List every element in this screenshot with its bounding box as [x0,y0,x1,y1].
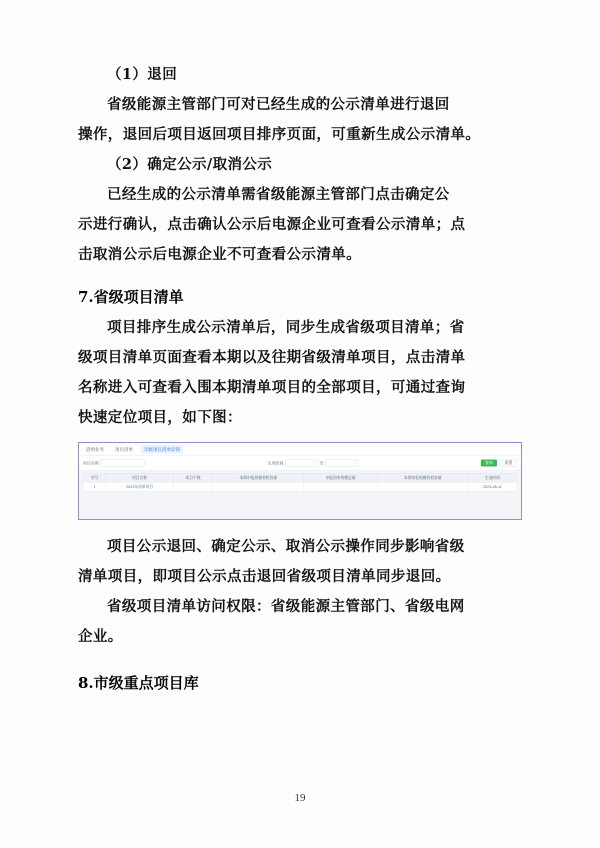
cell-scale3 [377,482,468,491]
cell-scale1 [213,482,304,491]
table-row[interactable] [83,482,517,491]
col-index: 序号 [83,473,106,482]
col-scale2: 申报国家规模总量 [304,473,378,482]
spacer [78,270,522,276]
block-10: 名称进入可查看入围本期清单项目的全部项目，可通过查询 [78,379,466,396]
tab-项目清单[interactable]: 项目清单 [115,447,134,452]
block-16: 企业。 [78,628,123,645]
col-scale1: 本期申报规模装机容量 [213,473,304,482]
block-1: 省级能源主管部门可对已经生成的公示清单进行退回 [107,96,450,113]
block-9: 级项目清单页面查看本期以及往期省级清单项目，点击清单 [78,349,466,366]
embedded-screenshot [78,442,522,520]
tab-省级项目清单详情[interactable]: 市级项目清单详情 [141,445,183,454]
search-button[interactable]: 查询 [481,460,497,467]
project-name-label: 项目名称 [83,460,99,466]
create-time-label: 生成时间 [267,460,284,466]
cell-scale2 [304,482,378,491]
tab-消纳业务[interactable]: 消纳业务 [86,447,105,452]
page-number: 19 [294,792,306,804]
block-0: （1）退回 [107,66,178,83]
end-date-input[interactable] [325,460,358,467]
block-6: 击取消公示后电源企业不可查看公示清单。 [78,246,362,263]
col-name: 项目名称 [106,473,173,482]
create-time-field [268,460,359,467]
col-time: 生成时间 [468,473,517,482]
section-heading-8: 8.市级重点项目库 [78,674,199,692]
block-15: 省级项目清单访问权限：省级能源主管部门、省级电网 [107,598,465,615]
project-list-table [83,473,517,492]
block-2: 操作，退回后项目返回项目排序页面，可重新生成公示清单。 [78,126,481,143]
block-13: 项目公示退回、确定公示、取消公示操作同步影响省级 [107,538,465,555]
breadcrumb-tabs [79,443,521,456]
cell-count [173,482,213,491]
block-8: 项目排序生成公示清单后，同步生成省级项目清单；省 [107,319,465,336]
cell-time: 2023-05-11 [468,482,517,491]
block-11: 快速定位项目，如下图： [78,409,242,426]
cell-name-link[interactable]: 2023年清单项目 [106,482,173,491]
col-scale3: 本期申报规模装机容量 [377,473,468,482]
search-bar [79,456,521,471]
block-3: （2）确定公示/取消公示 [107,156,273,173]
spacer-2 [78,652,522,662]
screenshot-content [79,443,521,519]
project-name-field [83,460,145,467]
block-14: 清单项目，即项目公示点击退回省级项目清单同步退回。 [78,568,451,585]
project-name-input[interactable] [101,460,145,467]
section-heading-7: 7.省级项目清单 [78,288,184,306]
table-header-row [83,473,517,482]
col-count: 项目个数 [173,473,213,482]
block-5: 示进行确认，点击确认公示后电源企业可查看公示清单；点 [78,216,466,233]
cell-index: 1 [83,482,106,491]
date-separator: 至 [319,460,324,466]
reset-button[interactable]: 重置 [500,459,517,467]
start-date-input[interactable] [285,460,318,467]
block-4: 已经生成的公示清单需省级能源主管部门点击确定公 [107,186,450,203]
